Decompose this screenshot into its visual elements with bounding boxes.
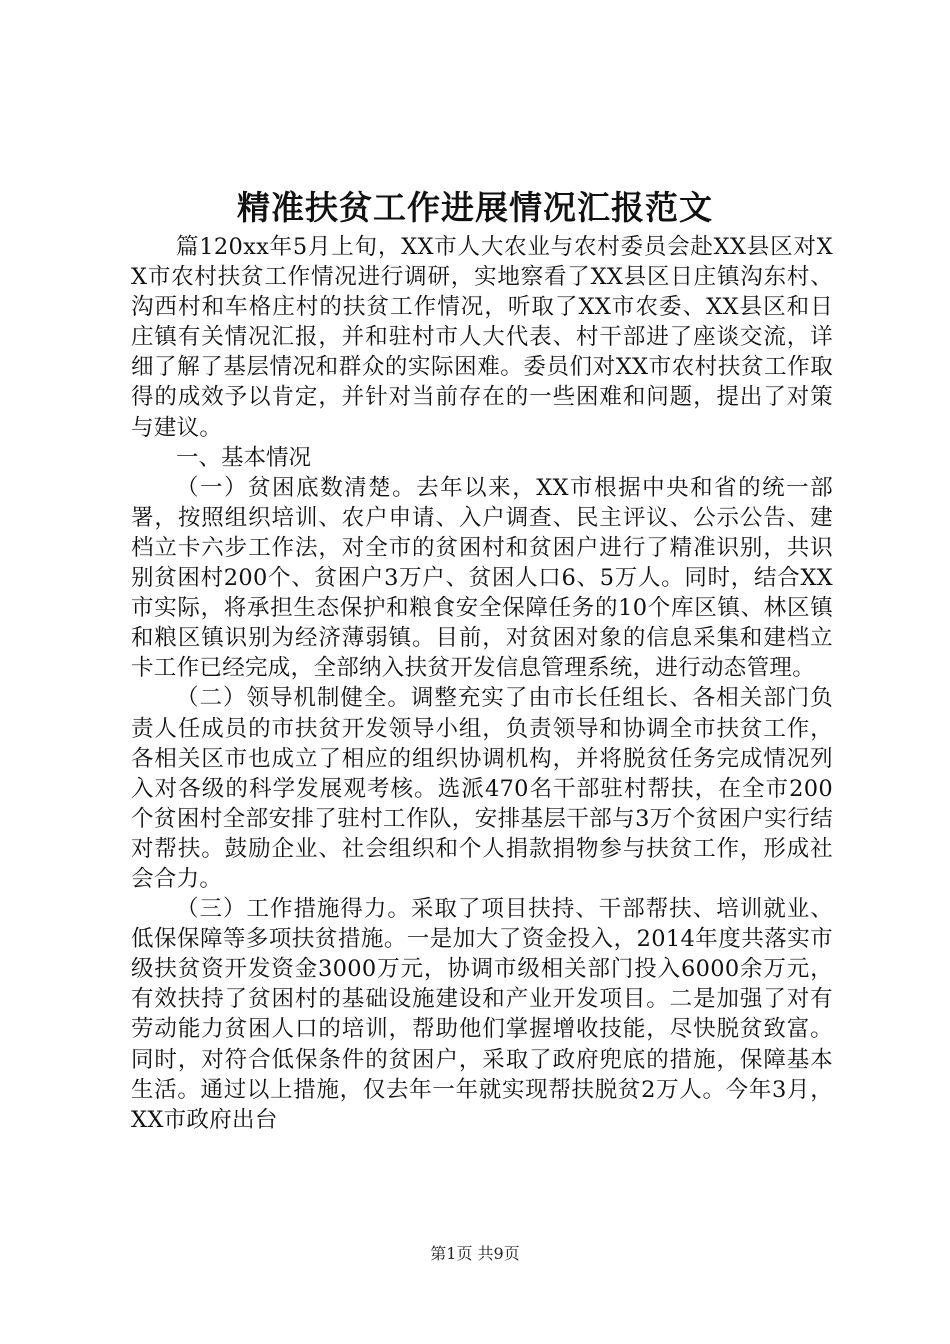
paragraph-3: （三）工作措施得力。采取了项目扶持、干部帮扶、培训就业、低保保障等多项扶贫措施。一是加大了资金投入，2014年度共落实市级扶贫资开发资金3000万元，协调市级相关部门投入6000余万元，有效扶持了贫困村的基础设施建设和产业开发项目。二是加强了对有劳动能力贫困人口的培训，帮助他们掌握增收技能，尽快脱贫致富。同时，对符合低保条件的贫困户，采取了政府兜底的措施，保障基本生活。通过以上措施，仅去年一年就实现帮扶脱贫2万人。今年3月，XX市政府出台 — [131, 896, 833, 1133]
document-body — [131, 232, 833, 1135]
document-title: 精准扶贫工作进展情况汇报范文 — [237, 188, 713, 227]
section-heading: 一、基本情况 — [176, 444, 312, 471]
page-footer: 第1页 共9页 — [430, 1244, 520, 1263]
paragraph-1: （一）贫困底数清楚。去年以来，XX市根据中央和省的统一部署，按照组织培训、农户申请、入户调查、民主评议、公示公告、建档立卡六步工作法，对全市的贫困村和贫困户进行了精准识别，共识别贫困村200个、贫困户3万户、贫困人口6、5万人。同时，结合XX市实际，将承担生态保护和粮食安全保障任务的10个库区镇、林区镇和粮区镇识别为经济薄弱镇。目前，对贫困对象的信息采集和建档立卡工作已经完成，全部纳入扶贫开发信息管理系统，进行动态管理。 — [131, 474, 833, 682]
intro-paragraph: 篇120xx年5月上旬，XX市人大农业与农村委员会赴XX县区对XX市农村扶贫工作情况进行调研，实地察看了XX县区日庄镇沟东村、沟西村和车格庄村的扶贫工作情况，听取了XX市农委、XX县区和日庄镇有关情况汇报，并和驻村市人大代表、村干部进了座谈交流，详细了解了基层情况和群众的实际困难。委员们对XX市农村扶贫工作取得的成效予以肯定，并针对当前存在的一些困难和问题，提出了对策与建议。 — [131, 234, 833, 441]
paragraph-2: （二）领导机制健全。调整充实了由市长任组长、各相关部门负责人任成员的市扶贫开发领导小组，负责领导和协调全市扶贫工作，各相关区市也成立了相应的组织协调机构，并将脱贫任务完成情况列入对各级的科学发展观考核。选派470名干部驻村帮扶，在全市200个贫困村全部安排了驻村工作队，安排基层干部与3万个贫困户实行结对帮扶。鼓励企业、社会组织和个人捐款捐物参与扶贫工作，形成社会合力。 — [131, 685, 833, 892]
